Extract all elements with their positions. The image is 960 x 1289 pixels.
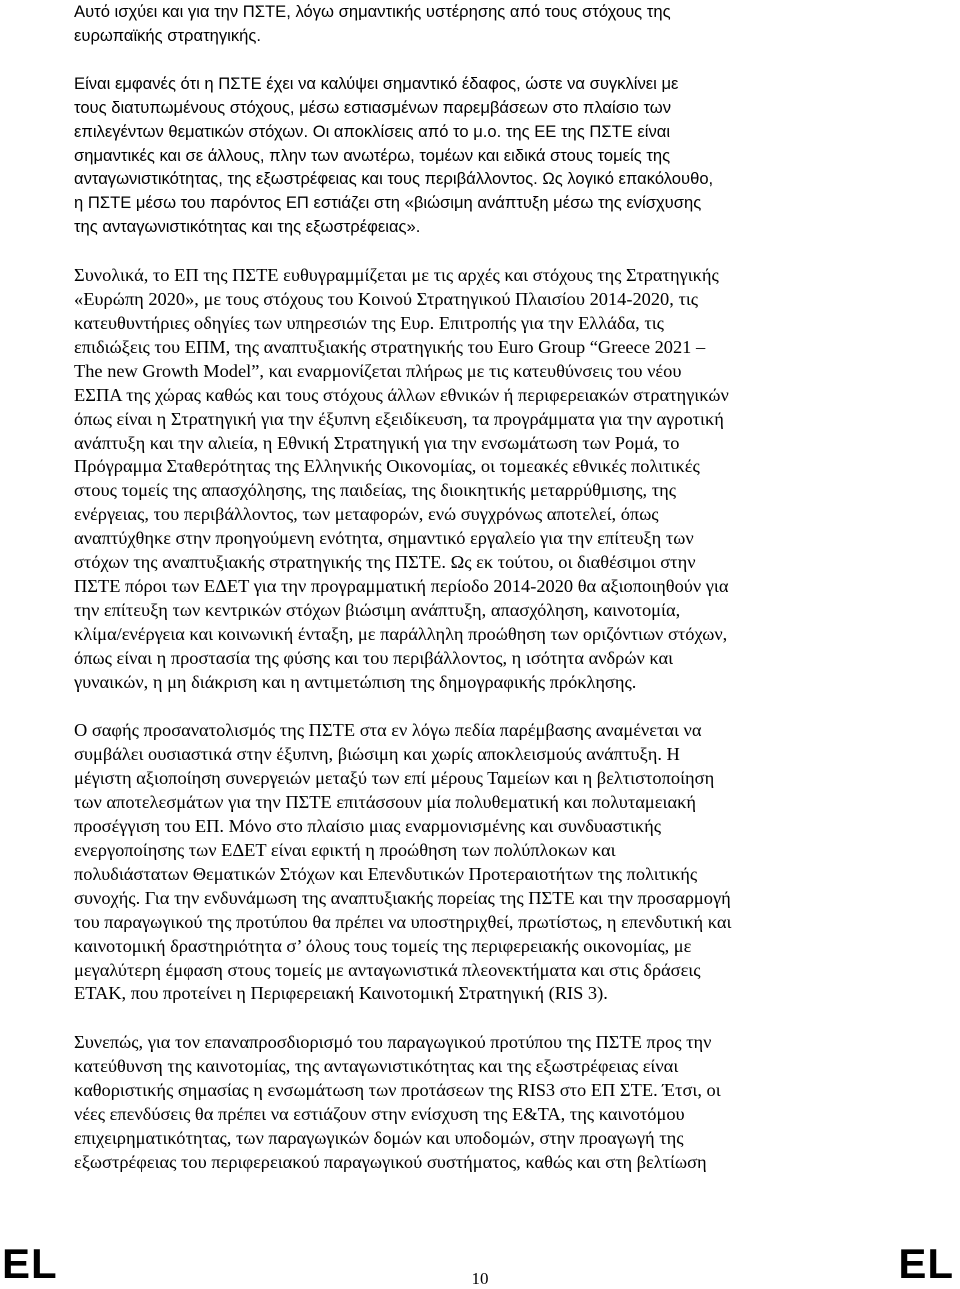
text-line: συνοχής. Για την ενδυνάμωση της αναπτυξιακής πορείας της ΠΣΤΕ και την προσαρμογή [74, 887, 731, 908]
text-line: The new Growth Model”, και εναρμονίζεται πλήρως με τις κατευθύνσεις του νέου [74, 360, 682, 381]
text-line: κατεύθυνση της καινοτομίας, της ανταγωνιστικότητας και της εξωστρέφειας είναι [74, 1056, 679, 1077]
text-line: ΕΤΑΚ, που προτείνει η Περιφερειακή Καινοτομική Στρατηγική (RIS 3). [74, 983, 608, 1004]
text-line: Συνεπώς, για τον επαναπροσδιορισμό του παραγωγικού προτύπου της ΠΣΤΕ προς την [74, 1032, 712, 1053]
text-line: ευρωπαϊκής στρατηγικής. [74, 25, 261, 45]
text-line: τους διατυπωμένους στόχους, μέσω εστιασμένων παρεμβάσεων στο πλαίσιο των [74, 97, 672, 117]
text-line: ανταγωνιστικότητας, της εξωστρέφειας και τους περιβάλλοντος. Ως λογικό επακόλουθο, [74, 169, 714, 189]
text-line: εξωστρέφειας του περιφερειακού παραγωγικού συστήματος, καθώς και στη βελτίωση [74, 1151, 707, 1172]
paragraph [74, 719, 854, 1006]
text-line: των αποτελεσμάτων για την ΠΣΤΕ επιτάσσουν μία πολυθεματική και πολυταμειακή [74, 792, 696, 813]
text-line: μέγιστη αξιοποίηση συνεργειών μεταξύ των επί μέρους Ταμείων και η βελτιστοποίηση [74, 768, 715, 789]
text-line: Ο σαφής προσανατολισμός της ΠΣΤΕ στα εν λόγω πεδία παρέμβασης αναμένεται να [74, 720, 702, 741]
text-line: νέες επενδύσεις θα πρέπει να εστιάζουν στην ενίσχυση της Ε&ΤΑ, της καινοτόμου [74, 1104, 685, 1125]
text-line: όπως είναι η Στρατηγική για την έξυπνη εξειδίκευση, τα προγράμματα για την αγροτική [74, 408, 724, 429]
text-line: κατευθυντήριες οδηγίες των υπηρεσιών της Ευρ. Επιτροπής για την Ελλάδα, τις [74, 312, 664, 333]
text-line: ΠΣΤΕ πόροι των ΕΔΕΤ για την προγραμματική περίοδο 2014-2020 θα αξιοποιηθούν για [74, 575, 729, 596]
paragraph [74, 72, 854, 239]
text-line: ενεργοποίησης των ΕΔΕΤ είναι εφικτή η προώθηση των πολύπλοκων και [74, 840, 616, 860]
text-line: καινοτομική δραστηριότητα σ’ όλους τους τομείς της περιφερειακής οικονομίας, με [74, 935, 692, 956]
text-line: προσέγγιση του ΕΠ. Μόνο στο πλαίσιο μιας εναρμονισμένης και συνδυαστικής [74, 816, 662, 837]
text-line: ΕΣΠΑ της χώρας καθώς και τους στόχους άλλων εθνικών ή περιφερειακών στρατηγικών [74, 384, 729, 405]
text-line: καθοριστικής σημασίας η ενσωμάτωση των προτάσεων της RIS3 στο ΕΠ ΣΤΕ. Έτσι, οι [74, 1080, 721, 1101]
paragraph [74, 264, 854, 694]
text-line: επιλεγέντων θεματικών στόχων. Οι αποκλίσεις από το μ.ο. της ΕΕ της ΠΣΤΕ είναι [74, 121, 671, 141]
text-line: ανάπτυξη και την αλιεία, η Εθνική Στρατηγική για την ενσωμάτωση των Ρομά, το [74, 432, 680, 453]
text-line: Είναι εμφανές ότι η ΠΣΤΕ έχει να καλύψει σημαντικό έδαφος, ώστε να συγκλίνει με [74, 73, 679, 93]
language-tag-left: EL [2, 1240, 58, 1287]
text-line: κλίμα/ενέργεια και κοινωνική ένταξη, με παράλληλη προώθηση των οριζόντιων στόχων, [74, 623, 728, 644]
paragraph [74, 1031, 854, 1174]
text-line: της ανταγωνιστικότητας και της εξωστρέφειας». [74, 217, 421, 237]
text-line: Πρόγραμμα Σταθερότητας της Ελληνικής Οικονομίας, οι τομεακές εθνικές πολιτικές [74, 456, 700, 477]
text-line: όπως είναι η προστασία της φύσης και του περιβάλλοντος, η ισότητα ανδρών και [74, 647, 674, 668]
page-number: 10 [471, 1269, 489, 1288]
text-line: συμβάλει ουσιαστικά στην έξυπνη, βιώσιμη και χωρίς αποκλεισμούς ανάπτυξη. Η [74, 744, 680, 765]
text-line: Αυτό ισχύει και για την ΠΣΤΕ, λόγω σημαντικής υστέρησης από τους στόχους της [74, 2, 671, 21]
language-tag-right: EL [898, 1240, 954, 1287]
text-line: την επίτευξη των κεντρικών στόχων βιώσιμη ανάπτυξη, απασχόληση, καινοτομία, [74, 599, 681, 620]
text-line: μεγαλύτερη έμφαση στους τομείς με ανταγωνιστικά πλεονεκτήματα και στις δράσεις [74, 959, 701, 980]
text-line: επιδιώξεις του ΕΠΜ, της αναπτυξιακής στρατηγικής του Euro Group “Greece 2021 – [74, 336, 706, 357]
text-line: γυναικών, η μη διάκριση και η αντιμετώπιση της δημογραφικής πρόκλησης. [74, 671, 637, 692]
text-line: στόχων της αναπτυξιακής στρατηγικής της ΠΣΤΕ. Ως εκ τούτου, οι διαθέσιμοι στην [74, 552, 696, 573]
document-body [74, 0, 854, 1175]
text-line: «Ευρώπη 2020», με τους στόχους του Κοινού Στρατηγικού Πλαισίου 2014-2020, τις [74, 289, 699, 310]
text-line: επιχειρηματικότητας, των παραγωγικών δομών και υποδομών, στην προαγωγή της [74, 1127, 684, 1148]
text-line: αναπτύχθηκε στην προηγούμενη ενότητα, σημαντικό εργαλείο για την επίτευξη των [74, 528, 694, 549]
text-line: Συνολικά, το ΕΠ της ΠΣΤΕ ευθυγραμμίζεται με τις αρχές και στόχους της Στρατηγικής [74, 265, 719, 286]
text-line: πολυδιάστατων Θεματικών Στόχων και Επενδυτικών Προτεραιοτήτων της πολιτικής [74, 863, 698, 884]
text-line: ενέργειας, του περιβάλλοντος, των μεταφορών, ενώ συγχρόνως αποτελεί, όπως [74, 504, 659, 525]
text-line: στους τομείς της απασχόλησης, της παιδείας, της διοικητικής μεταρρύθμισης, της [74, 480, 676, 501]
text-line: του παραγωγικού της προτύπου θα πρέπει να υποστηριχθεί, πρωτίστως, η επενδυτική και [74, 911, 732, 932]
text-line: η ΠΣΤΕ μέσω του παρόντος ΕΠ εστιάζει στη «βιώσιμη ανάπτυξη μέσω της ενίσχυσης [74, 193, 702, 213]
text-line: σημαντικές και σε άλλους, πλην των ανωτέρω, τομέων και ειδικά στους τομείς της [74, 145, 671, 165]
paragraph [74, 0, 854, 48]
